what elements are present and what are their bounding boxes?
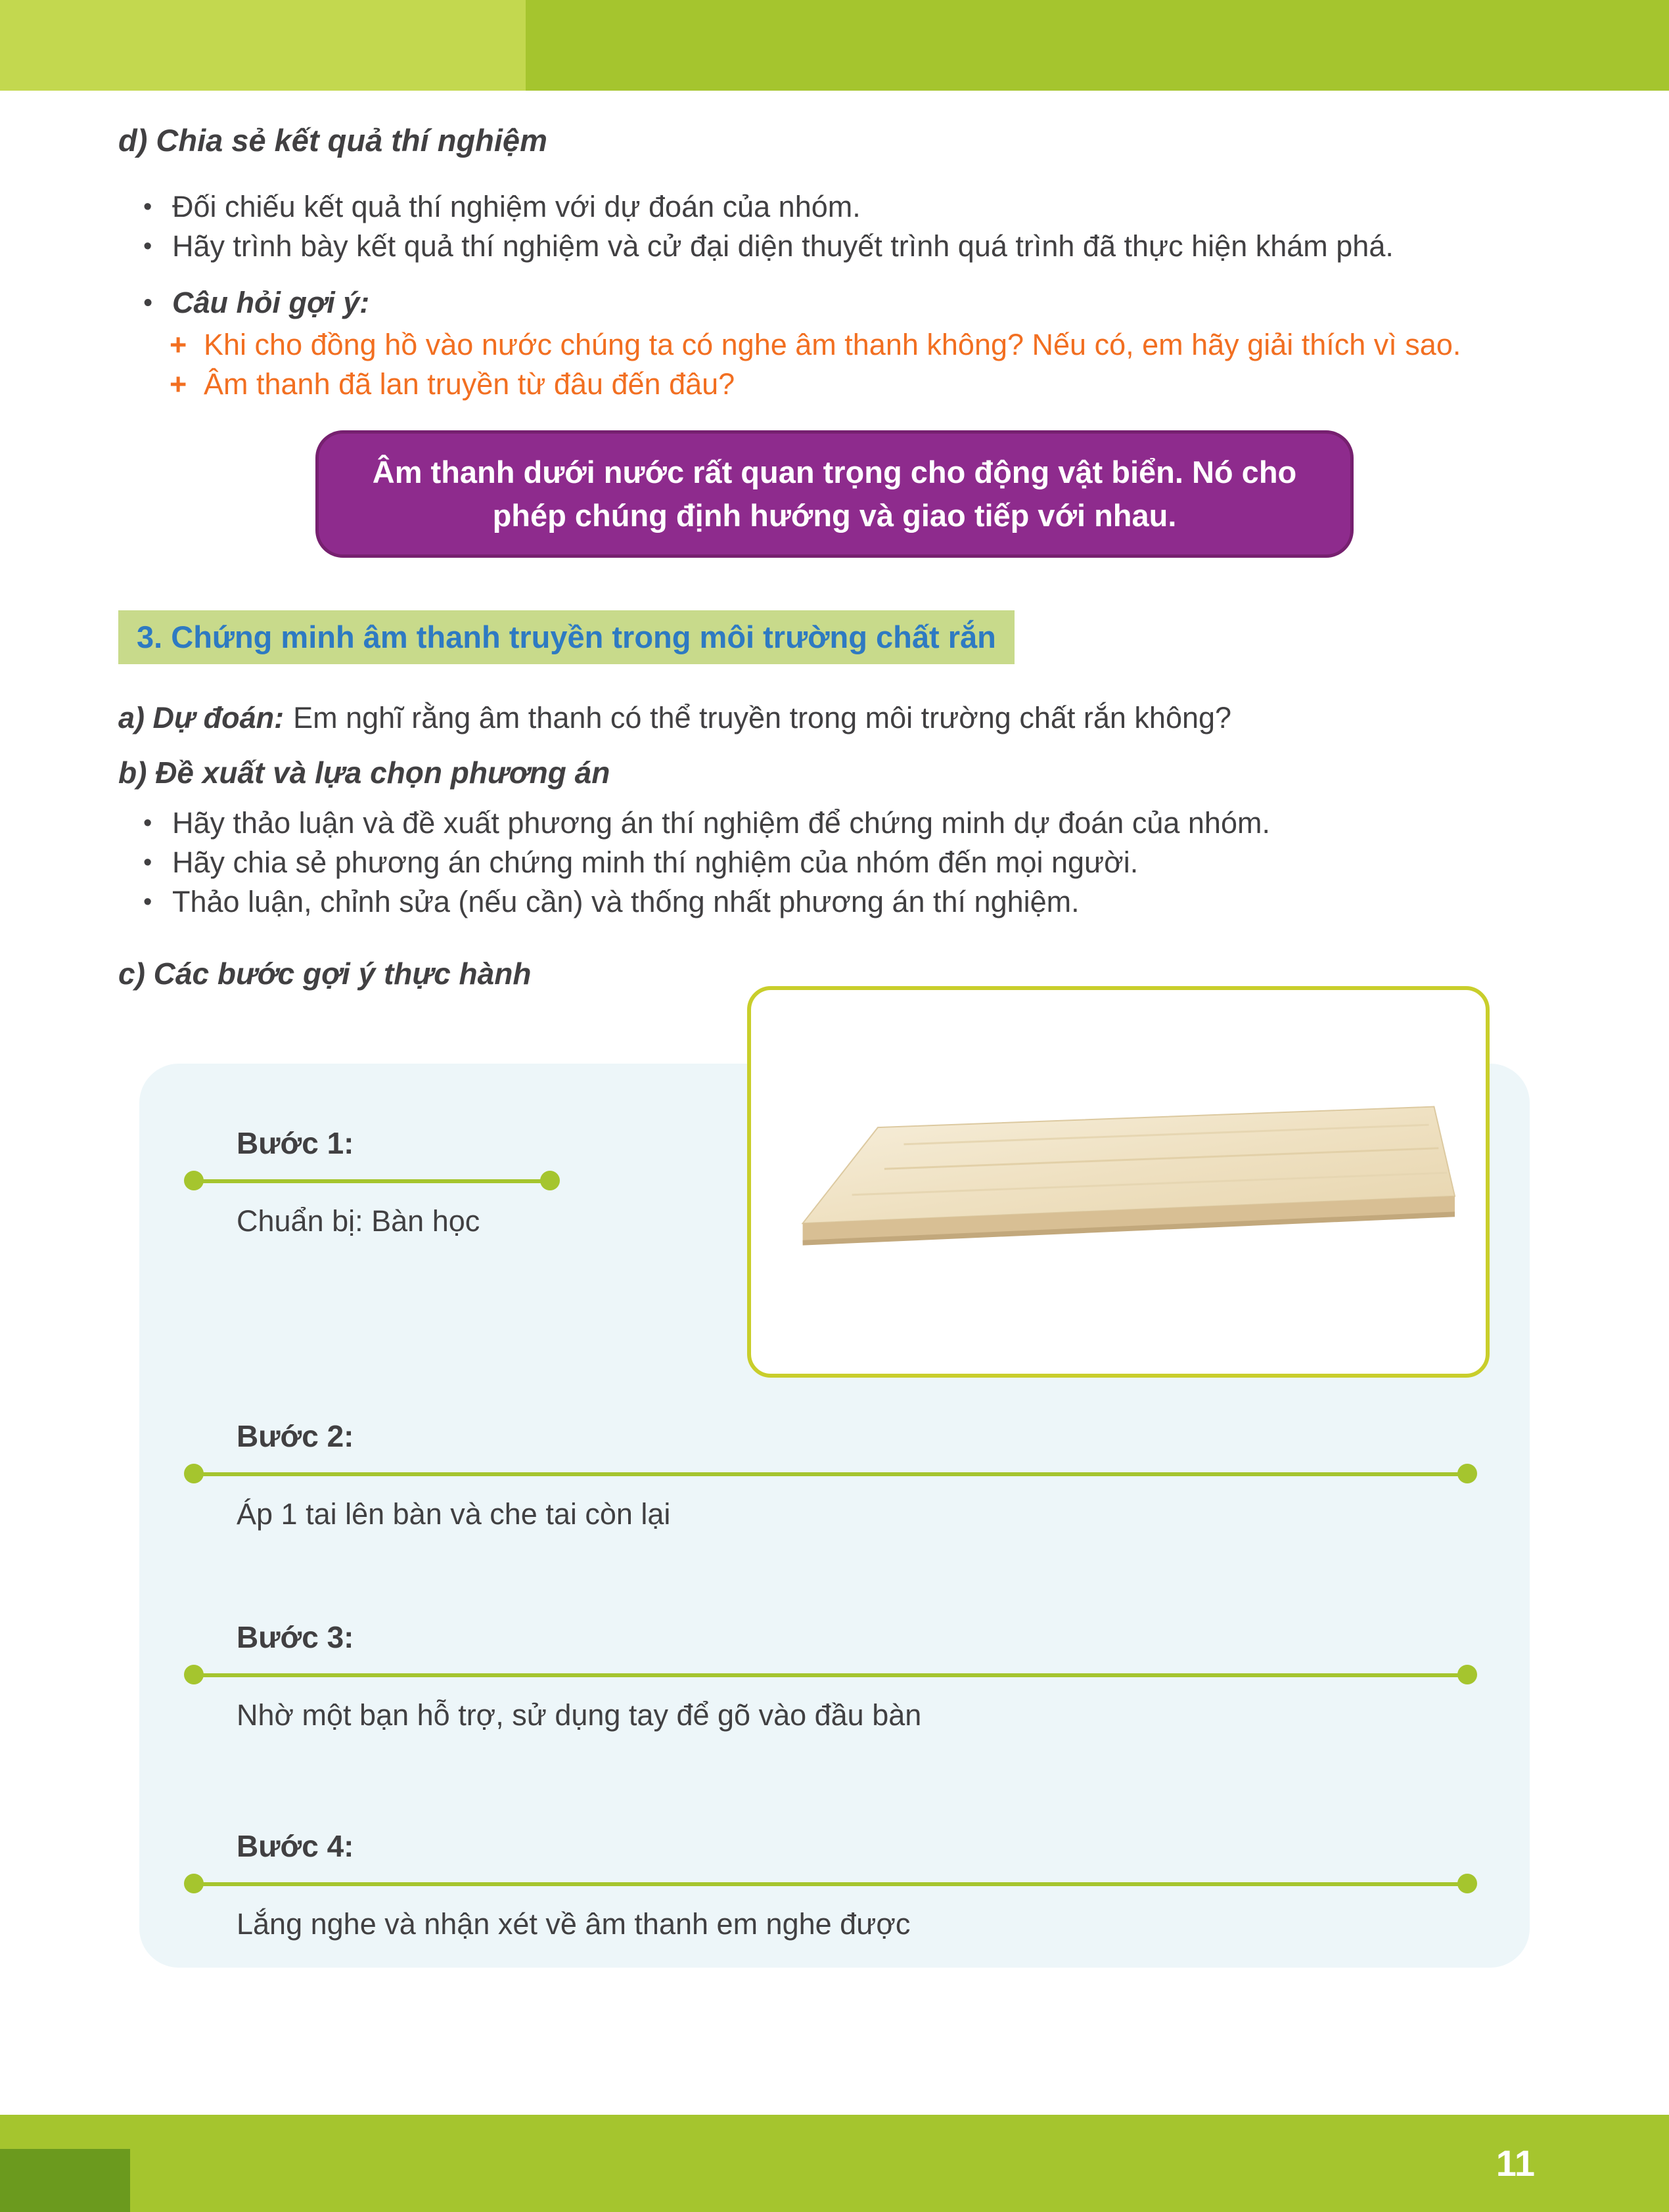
step-line — [188, 1882, 1473, 1886]
step-text: Áp 1 tai lên bàn và che tai còn lại — [237, 1497, 671, 1531]
section-3-heading-row — [118, 558, 1551, 664]
bullet-text: Đối chiếu kết quả thí nghiệm với dự đoán của nhóm. — [172, 190, 861, 223]
prediction-label: a) Dự đoán: — [118, 701, 285, 734]
callout-box: Âm thanh dưới nước rất quan trọng cho động vật biển. Nó cho phép chúng định hướng và giao tiếp với nhau. — [315, 430, 1354, 558]
step-text: Lắng nghe và nhận xét về âm thanh em nghe được — [237, 1907, 911, 1941]
section-b-title: b) Đề xuất và lựa chọn phương án — [118, 756, 610, 790]
step-label: Bước 3: — [237, 1620, 354, 1654]
steps-panel — [139, 1064, 1530, 1968]
bullet-item — [118, 187, 1551, 227]
wooden-table-illustration — [751, 990, 1486, 1374]
step-label: Bước 1: — [237, 1126, 354, 1160]
step-line — [188, 1179, 556, 1183]
section-3-heading: 3. Chứng minh âm thanh truyền trong môi trường chất rắn — [118, 610, 1015, 664]
bullet-text: Hãy trình bày kết quả thí nghiệm và cử đại diện thuyết trình quá trình đã thực hiện khám phá. — [172, 229, 1394, 263]
bullet-text: Thảo luận, chỉnh sửa (nếu cần) và thống nhất phương án thí nghiệm. — [172, 885, 1080, 918]
step-image-box — [747, 986, 1490, 1378]
section-c-title: c) Các bước gợi ý thực hành — [118, 957, 532, 991]
section-b-bullets — [118, 803, 1551, 922]
page-number: 11 — [1496, 2142, 1535, 2184]
hint-item — [118, 325, 1551, 365]
section-d-title: d) Chia sẻ kết quả thí nghiệm — [118, 123, 547, 158]
bullet-marker: • — [143, 289, 152, 317]
prediction-line — [118, 698, 1551, 738]
plus-marker: + — [170, 328, 187, 361]
bullet-marker: • — [143, 849, 152, 876]
top-bar — [0, 0, 1669, 91]
content-column — [118, 122, 1551, 1968]
step-text: Nhờ một bạn hỗ trợ, sử dụng tay để gõ vào đầu bàn — [237, 1698, 922, 1732]
step-text: Chuẩn bị: Bàn học — [237, 1204, 480, 1238]
hint-item-text: Âm thanh đã lan truyền từ đâu đến đâu? — [204, 367, 735, 401]
step-label: Bước 4: — [237, 1829, 354, 1863]
bullet-text: Hãy chia sẻ phương án chứng minh thí nghiệm của nhóm đến mọi người. — [172, 846, 1139, 879]
prediction-text: Em nghĩ rằng âm thanh có thể truyền trong môi trường chất rắn không? — [293, 701, 1232, 734]
bullet-item — [118, 843, 1551, 882]
step-line — [188, 1673, 1473, 1677]
hint-item — [118, 365, 1551, 404]
hint-title-text: Câu hỏi gợi ý: — [172, 286, 370, 319]
top-bar-light-segment — [0, 0, 526, 91]
bullet-marker: • — [143, 809, 152, 837]
bullet-text: Hãy thảo luận và đề xuất phương án thí nghiệm để chứng minh dự đoán của nhóm. — [172, 806, 1270, 840]
step-line — [188, 1472, 1473, 1476]
bullet-item — [118, 803, 1551, 843]
section-d-bullets — [118, 187, 1551, 323]
bullet-marker: • — [143, 233, 152, 260]
hint-item-text: Khi cho đồng hồ vào nước chúng ta có nghe âm thanh không? Nếu có, em hãy giải thích vì sao. — [204, 328, 1461, 361]
footer-dark-block — [0, 2149, 130, 2212]
bullet-item — [118, 882, 1551, 922]
bullet-marker: • — [143, 193, 152, 221]
bullet-marker: • — [143, 888, 152, 916]
hint-question-list — [118, 325, 1551, 404]
plus-marker: + — [170, 367, 187, 401]
bullet-item — [118, 227, 1551, 266]
step-label: Bước 2: — [237, 1419, 354, 1453]
footer-bar — [0, 2115, 1669, 2212]
hint-title — [118, 283, 1551, 323]
